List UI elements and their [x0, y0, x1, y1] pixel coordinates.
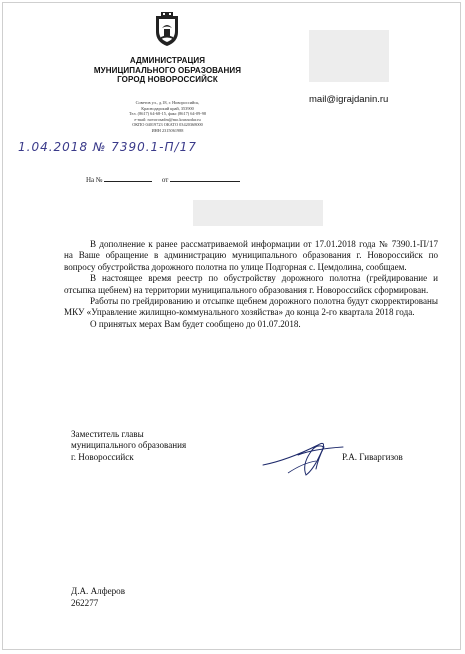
reference-line: [86, 176, 240, 184]
executor-name: Д.А. Алферов: [71, 586, 126, 596]
org-line-3: ГОРОД НОВОРОССИЙСК: [117, 75, 218, 84]
org-line-2: МУНИЦИПАЛЬНОГО ОБРАЗОВАНИЯ: [93, 65, 242, 75]
ot-label: от: [161, 176, 169, 184]
executor-phone: 262277: [71, 598, 99, 608]
na-label: На №: [86, 176, 103, 184]
contact-line: e-mail: novorosadm@mo.krasnodar.ru: [134, 116, 201, 122]
contact-line: ИНН 2315061988: [151, 127, 184, 133]
signatory-name: Р.А. Гиваргизов: [342, 452, 403, 462]
org-line-1: АДМИНИСТРАЦИЯ: [129, 56, 206, 65]
contact-line: Краснодарский край, 353900: [141, 105, 194, 111]
signatory-title: [71, 429, 231, 463]
letter-body: [64, 239, 438, 330]
signatory-title-line: Заместитель главы: [71, 429, 144, 439]
body-paragraph: О принятых мерах Вам будет сообщено до 01.07.2018.: [90, 318, 301, 329]
signatory-title-line: г. Новороссийск: [71, 451, 134, 462]
executor-block: [71, 585, 125, 609]
contact-details: [100, 100, 235, 134]
body-paragraph: В настоящее время реестр по обустройству дорожного полотна (грейдирование и отсыпка щебнем) на территории муниципального образования г. Новороссийск сформирован.: [64, 273, 438, 295]
contact-line: Тел. (8617) 64-68-15, факс (8617) 64-09-98: [128, 111, 207, 117]
coat-of-arms-emblem: [153, 12, 181, 48]
organization-title: [70, 56, 265, 85]
body-paragraph: Работы по грейдированию и отсыпке щебнем дорожного полотна будут скорректированы МКУ «Управление жилищно-коммунального хозяйства» до конца 2-го квартала 2018 года.: [64, 296, 438, 318]
contact-line: Советов ул., д.18, г. Новороссийск,: [135, 100, 200, 105]
handwritten-signature: [258, 425, 348, 480]
outgoing-reference-handwritten: 1.04.2018 № 7390.1-П/17: [18, 140, 197, 154]
contact-line: ОКПО 04019723 ОКАТО 03420368000: [132, 122, 203, 128]
na-blank: [104, 181, 152, 182]
body-paragraph: В дополнение к ранее рассматриваемой информации от 17.01.2018 года № 7390.1-П/17 на Ваше обращение в администрацию муниципального образования г. Новороссийск по вопросу обустройства дорожного полотна по улице Подгорная с. Цемдолина, сообщаем.: [64, 239, 438, 272]
ot-blank: [170, 181, 240, 182]
recipient-email: mail@igrajdanin.ru: [309, 94, 389, 105]
signatory-title-line: муниципального образования: [71, 440, 187, 451]
redacted-registration-block: [193, 200, 323, 226]
redacted-recipient-block: [309, 30, 389, 82]
